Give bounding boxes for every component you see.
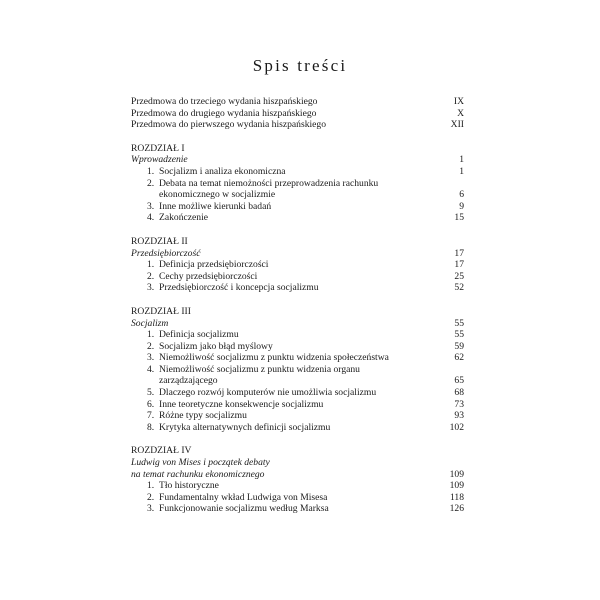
toc-entry-line: Cechy przedsiębiorczości: [159, 270, 258, 282]
toc-entry[interactable]: [131, 387, 464, 399]
toc-entry-text: [159, 329, 239, 340]
toc-page-number: 17: [454, 259, 464, 271]
toc-entry-text: [159, 166, 286, 177]
toc-entry-label: [131, 352, 454, 364]
toc-entry[interactable]: [131, 492, 464, 504]
toc-entry-number: 3.: [147, 200, 155, 212]
toc-entry-line: Definicja przedsiębiorczości: [159, 259, 269, 271]
toc-entry-number: 1.: [147, 329, 155, 341]
toc-entry-label: [131, 201, 459, 213]
chapter-title-line: Socjalizm: [131, 317, 169, 329]
toc-entry-label: [131, 271, 454, 283]
toc-entry[interactable]: [131, 282, 464, 294]
toc-page-number: 73: [454, 398, 464, 410]
toc-row[interactable]: [131, 108, 464, 120]
chapter-block: [131, 236, 464, 294]
toc-entry-label: [131, 341, 454, 353]
toc-entry-number: 3.: [147, 352, 155, 364]
toc-row[interactable]: [131, 96, 464, 108]
chapter-block: [131, 306, 464, 434]
toc-entry-line: Dlaczego rozwój komputerów nie umożliwia socjalizmu: [159, 387, 377, 399]
toc-entry[interactable]: [131, 364, 464, 387]
toc-entry-line: Niemożliwość socjalizmu z punktu widzenia społeczeństwa: [159, 352, 389, 364]
toc-entry-label: [131, 399, 454, 411]
toc-entry[interactable]: [131, 341, 464, 353]
toc-row[interactable]: [131, 119, 464, 131]
chapter-title: [131, 248, 454, 260]
toc-entry-number: 4.: [147, 363, 155, 375]
toc-page-number: 17: [454, 247, 464, 259]
chapter-heading: ROZDZIAŁ II: [131, 235, 188, 247]
toc-entry-label: [131, 282, 454, 294]
toc-entry[interactable]: [131, 422, 464, 434]
toc-page-number: 6: [459, 189, 464, 201]
chapter-title-row[interactable]: [131, 154, 464, 166]
toc-entry-number: 2.: [147, 177, 155, 189]
chapter-title-line: Wprowadzenie: [131, 154, 188, 166]
chapter-heading: ROZDZIAŁ I: [131, 142, 185, 154]
toc-entry-text: [159, 480, 219, 491]
toc-label: Przedmowa do trzeciego wydania hiszpańskiego: [131, 96, 318, 107]
toc-entry-number: 2.: [147, 270, 155, 282]
chapter-block: [131, 143, 464, 224]
toc-entry-number: 1.: [147, 480, 155, 492]
toc-entry-text: [159, 259, 268, 270]
toc-page-number: 68: [454, 387, 464, 399]
chapter-title-line: na temat rachunku ekonomicznego: [131, 468, 265, 480]
toc-entry-number: 5.: [147, 387, 155, 399]
toc-entry-label: [131, 410, 454, 422]
toc-entry-label: [131, 178, 459, 201]
toc-entry-text: [159, 410, 247, 421]
toc-entry-number: 2.: [147, 340, 155, 352]
toc-page-number: 1: [459, 165, 464, 177]
front-matter-list: [131, 96, 464, 131]
table-of-contents: [131, 96, 464, 515]
toc-entry-number: 1.: [147, 259, 155, 271]
toc-entry-line: Socjalizm i analiza ekonomiczna: [159, 165, 286, 177]
toc-entry[interactable]: [131, 503, 464, 515]
toc-entry-text: [159, 271, 257, 282]
chapter-heading: ROZDZIAŁ IV: [131, 445, 192, 457]
toc-entry-text: [159, 399, 323, 410]
toc-entry-number: 4.: [147, 212, 155, 224]
toc-entry-number: 3.: [147, 503, 155, 515]
toc-entry-text: [159, 387, 376, 398]
chapter-title: [131, 154, 459, 166]
chapter-title-line: Ludwig von Mises i początek debaty: [131, 457, 270, 469]
toc-page-number: 62: [454, 352, 464, 364]
toc-entry-line: zarządzającego: [159, 375, 218, 387]
toc-page-number: 15: [454, 212, 464, 224]
toc-entry[interactable]: [131, 399, 464, 411]
toc-entry-line: Inne teoretyczne konsekwencje socjalizmu: [159, 398, 324, 410]
toc-entry-text: [159, 282, 319, 293]
chapter-title-line: Przedsiębiorczość: [131, 247, 201, 259]
toc-entry-line: Zakończenie: [159, 212, 209, 224]
toc-page-number: X: [457, 107, 464, 119]
toc-page-number: 1: [459, 154, 464, 166]
toc-page-number: 109: [449, 480, 464, 492]
toc-page-number: 25: [454, 270, 464, 282]
chapter-title-row[interactable]: [131, 248, 464, 260]
toc-page-number: 9: [459, 200, 464, 212]
toc-entry-label: [131, 259, 454, 271]
toc-page-number: IX: [453, 96, 464, 107]
toc-label: Przedmowa do pierwszego wydania hiszpańskiego: [131, 119, 327, 131]
toc-entry-text: [159, 492, 327, 503]
toc-entry-label: [131, 212, 454, 224]
toc-entry-line: Niemożliwość socjalizmu z punktu widzenia organu: [159, 363, 360, 375]
chapter-heading: ROZDZIAŁ III: [131, 305, 191, 317]
toc-entry-line: ekonomicznego w socjalizmie: [159, 189, 276, 201]
toc-entry-number: 6.: [147, 398, 155, 410]
toc-entry-label: [131, 387, 454, 399]
toc-entry[interactable]: [131, 480, 464, 492]
toc-entry[interactable]: [131, 259, 464, 271]
toc-page-number: 65: [454, 375, 464, 387]
toc-page-number: 52: [454, 282, 464, 294]
toc-entry[interactable]: [131, 178, 464, 201]
toc-page-number: 55: [454, 317, 464, 329]
toc-entry-text: [159, 503, 329, 514]
toc-entry-label: [131, 503, 450, 515]
toc-page-number: 118: [449, 491, 464, 503]
toc-entry-line: Definicja socjalizmu: [159, 329, 239, 341]
toc-entry[interactable]: [131, 329, 464, 341]
toc-page-number: XII: [450, 119, 464, 131]
toc-page-number: 59: [454, 340, 464, 352]
toc-entry-line: Tło historyczne: [159, 480, 219, 492]
toc-entry-number: 2.: [147, 491, 155, 503]
toc-entry[interactable]: [131, 352, 464, 364]
toc-entry-text: [159, 352, 389, 363]
toc-entry[interactable]: [131, 212, 464, 224]
toc-entry-label: [131, 480, 450, 492]
chapter-title: [131, 457, 450, 480]
toc-page-number: 102: [449, 421, 464, 433]
toc-entry[interactable]: [131, 271, 464, 283]
chapters-list: [131, 143, 464, 515]
toc-page-number: 109: [449, 468, 464, 480]
toc-entry-text: [159, 212, 208, 223]
chapter-block: [131, 445, 464, 515]
chapter-title-row[interactable]: [131, 318, 464, 330]
toc-entry-label: [131, 492, 450, 504]
toc-entry-text: [159, 178, 378, 201]
toc-entry-line: Inne możliwe kierunki badań: [159, 200, 272, 212]
toc-entry-line: Krytyka alternatywnych definicji socjalizmu: [159, 421, 331, 433]
toc-entry-text: [159, 201, 271, 212]
toc-page-number: 126: [449, 503, 464, 515]
toc-entry-label: [131, 422, 450, 434]
toc-entry-line: Funkcjonowanie socjalizmu według Marksa: [159, 503, 329, 515]
toc-entry-label: [131, 329, 454, 341]
chapter-title: [131, 318, 454, 330]
toc-entry-line: Socjalizm jako błąd myślowy: [159, 340, 273, 352]
toc-entry-text: [159, 364, 360, 387]
toc-entry[interactable]: [131, 410, 464, 422]
page-title: Spis treści: [252, 56, 348, 75]
toc-label: Przedmowa do drugiego wydania hiszpańskiego: [131, 107, 317, 119]
toc-entry-line: Różne typy socjalizmu: [159, 410, 247, 422]
toc-entry-line: Fundamentalny wkład Ludwiga von Misesa: [159, 491, 328, 503]
toc-entry[interactable]: [131, 201, 464, 213]
chapter-title-row[interactable]: [131, 457, 464, 480]
toc-entry[interactable]: [131, 166, 464, 178]
toc-page-number: 55: [454, 329, 464, 341]
toc-entry-number: 1.: [147, 165, 155, 177]
toc-entry-line: Przedsiębiorczość i koncepcja socjalizmu: [159, 282, 319, 294]
toc-entry-text: [159, 422, 330, 433]
toc-entry-number: 8.: [147, 421, 155, 433]
toc-entry-number: 7.: [147, 410, 155, 422]
toc-entry-line: Debata na temat niemożności przeprowadzenia rachunku: [159, 177, 379, 189]
toc-entry-number: 3.: [147, 282, 155, 294]
toc-entry-label: [131, 364, 454, 387]
toc-page-number: 93: [454, 410, 464, 422]
toc-entry-label: [131, 166, 459, 178]
toc-entry-text: [159, 341, 273, 352]
